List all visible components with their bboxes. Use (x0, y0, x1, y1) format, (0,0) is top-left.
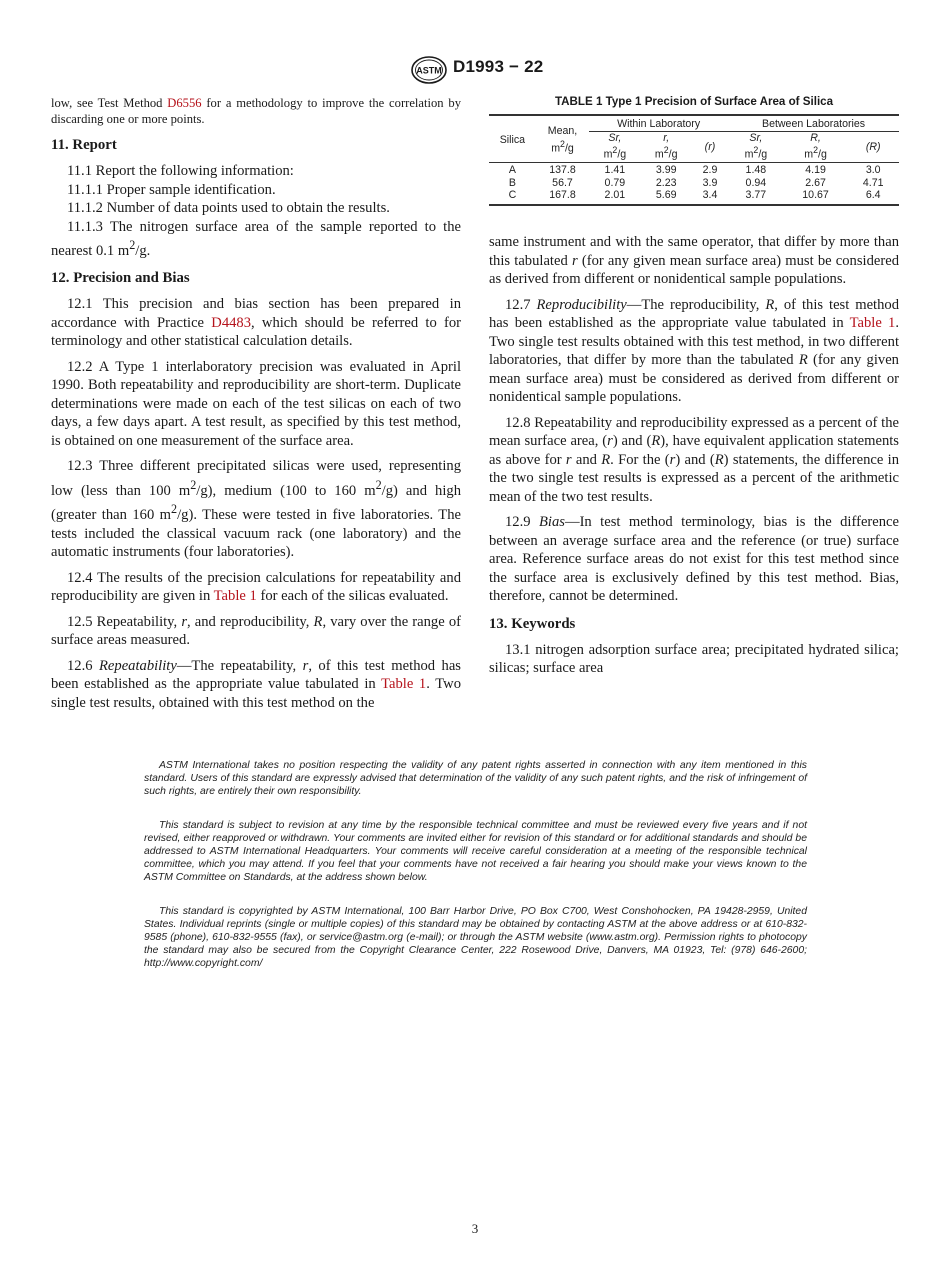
section-12-heading: 12. Precision and Bias (51, 270, 190, 287)
precision-table (489, 114, 899, 206)
table-1-link[interactable]: Table 1 (849, 315, 896, 331)
page-header (0, 56, 950, 86)
col-silica: Silica (489, 115, 536, 163)
para-12-1: 12.1 This precision and bias section has been prepared in accordance with Practice D4483, which should be referred to for terminology and other statistical calculation details. (51, 296, 461, 350)
section-11-heading: 11. Report (51, 137, 117, 153)
table-row: C 167.8 2.01 5.69 3.4 3.77 10.67 6.4 (489, 189, 899, 205)
page-number: 3 (471, 1221, 479, 1236)
unit-cell: $m^2/g$ (728, 144, 784, 163)
section-13-heading: 13. Keywords (489, 615, 576, 632)
logo-text: ASTM (416, 65, 442, 76)
legal-notices (144, 759, 807, 991)
revision-notice: This standard is subject to revision at any time by the responsible technical committee and must be reviewed every five years and if not revised, either reapproved or withdrawn. Your comments are invited either for revision of this standard or for additional standards and should be addressed to ASTM International Headquarters. Your comments will receive careful consideration at a meeting of the responsible technical committee, which you may attend. If you feel that your comments have not received a fair hearing you should make your views known to the ASTM Committee on Standards, at the address shown below. (144, 819, 807, 884)
continuation-paragraph: low, see Test Method D6556 for a methodology to improve the correlation by discarding one or more points. (51, 96, 461, 126)
para-12-3: 12.3 Three different precipitated silicas were used, representing low (less than 100 $m^2/g$), medium (100 to 160 $m^2/g$) and high (greater than 160 $m^2/g$). These were tested in five laboratories. The tests included the classical vacuum rack (one laboratory) and the automatic instruments (four laboratories). (51, 458, 462, 561)
d6556-link[interactable]: D6556 (167, 96, 202, 110)
left-column (51, 95, 461, 719)
astm-logo-icon (411, 56, 447, 84)
table-row: A 137.8 1.41 3.99 2.9 1.48 4.19 3.0 (508, 164, 881, 177)
table-1-link[interactable]: Table 1 (381, 676, 427, 693)
unit-cell: $m^2/g$ (589, 144, 640, 163)
col-sr-within: Sr, (608, 131, 622, 144)
unit-cell: $m^2/g$ (784, 144, 848, 163)
table-1-link[interactable]: Table 1 (213, 588, 257, 605)
col-r: r, (663, 131, 670, 144)
para-12-4: 12.4 The results of the precision calculations for repeatability and reproducibility are given in Table 1 for each of the silicas evaluated. (51, 569, 461, 605)
patent-notice: ASTM International takes no position respecting the validity of any patent rights asserted in connection with any item mentioned in this standard. Users of this standard are expressly advised that determination of the validity of any such patent rights, and the risk of infringement of such rights, are entirely their own responsibility. (144, 760, 807, 798)
d4483-link[interactable]: D4483 (211, 314, 252, 331)
para-12-8: 12.8 Repeatability and reproducibility expressed as a percent of the mean surface area, (r) and (R), have equivalent application statements as above for r and R. For the (r) and (R) statements, the difference in the two single test results is expressed as a percent of the arithmetic mean of the two test results. (489, 414, 900, 505)
copyright-notice: This standard is copyrighted by ASTM International, 100 Barr Harbor Drive, PO Box C700, West Conshohocken, PA 19428-2959, United States. Individual reprints (single or multiple copies) of this standard may be obtained by contacting ASTM at the above address or at 610-832-9585 (phone), 610-832-9555 (fax), or service@astm.org (e-mail); or through the ASTM website (www.astm.org). Permission rights to photocopy the standard may also be secured from the Copyright Clearance Center, 222 Rosewood Drive, Danvers, MA 01923, Tel: (978) 646-2600; http://www.copyright.com/ (144, 905, 807, 970)
table-row: B 56.7 0.79 2.23 3.9 0.94 2.67 4.71 (508, 176, 884, 189)
col-mean: Mean, $m^2/g$ (536, 115, 589, 163)
para-11-1-2: 11.1.2 Number of data points used to obtain the results. (67, 200, 390, 216)
para-12-9: 12.9 Bias—In test method terminology, bias is the difference between an average surface area and the reference (or true) surface area. Reference surface areas do not exist for this test method since the surface area is exclusively defined by this test method. Bias, therefore, cannot be determined. (489, 514, 900, 604)
para-11-1: 11.1 Report the following information: (67, 163, 294, 179)
para-12-6: 12.6 Repeatability—The repeatability, r, of this test method has been established as the appropriate value tabulated in Table 1. Two single test results, obtained with this test method on the (51, 657, 461, 711)
document-designation: D1993 − 22 (453, 57, 544, 76)
para-12-2: 12.2 A Type 1 interlaboratory precision was evaluated in April 1990. Both repeatability and reproducibility are short-term. Duplicate determinations were made on each of the test silicas on each of two days, a few days apart. A test result, as specified by this test method, is obtained on one measurement of the surface area. (51, 358, 461, 449)
table-title: TABLE 1 Type 1 Precision of Surface Area of Silica (554, 95, 834, 108)
right-column (489, 233, 899, 685)
col-sr-between: Sr, (749, 131, 763, 144)
col-R-percent: (R) (847, 131, 899, 163)
para-12-6-continued: same instrument and with the same operator, that differ by more than this tabulated r (for any given mean surface area) must be considered as derived from different or nonidentical sample populations. (489, 234, 899, 287)
para-13-1: 13.1 nitrogen adsorption surface area; precipitated hydrated silica; silicas; surface area (489, 641, 899, 676)
group-within-laboratory: Within Laboratory (589, 115, 728, 131)
para-11-1-3: 11.1.3 The nitrogen surface area of the sample reported to the nearest 0.1 $m^2/g$. (51, 218, 461, 259)
para-11-1-1: 11.1.1 Proper sample identification. (67, 181, 276, 198)
col-R: R, (810, 131, 821, 144)
unit-cell: $m^2/g$ (641, 144, 692, 163)
para-12-7: 12.7 Reproducibility—The reproducibility, R, of this test method has been established as the appropriate value tabulated in Table 1. Two single test results obtained with this test method, in two different laboratories, that differ by more than the tabulated R (for any given mean surface area) must be considered as derived from different or nonidentical sample populations. (489, 296, 900, 405)
group-between-laboratories: Between Laboratories (728, 115, 899, 131)
col-r-percent: (r) (692, 131, 728, 163)
para-12-5: 12.5 Repeatability, r, and reproducibility, R, vary over the range of surface areas measured. (51, 613, 461, 649)
